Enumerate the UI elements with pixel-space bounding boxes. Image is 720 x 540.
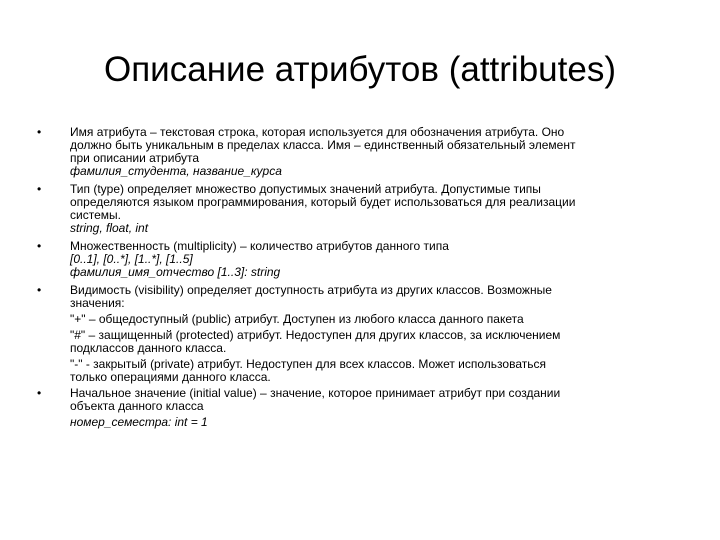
bullet-text-line: системы. — [70, 208, 121, 222]
bullet-text-line: Видимость (visibility) определяет доступность атрибута из других классов. Возможные — [70, 283, 552, 297]
bullet-attribute-type — [0, 183, 720, 235]
slide-body — [0, 126, 720, 429]
bullet-text-line: Начальное значение (initial value) – значение, которое принимает атрибут при создании — [70, 386, 561, 400]
bullet-text-line: "-" - закрытый (private) атрибут. Недоступен для всех классов. Может использоваться — [70, 357, 546, 371]
bullet-text-line: подклассов данного класса. — [70, 341, 227, 355]
bullet-dot: • — [37, 239, 42, 253]
bullet-attribute-multiplicity — [0, 240, 720, 279]
slide-title: Описание атрибутов (attributes) — [104, 50, 616, 89]
bullet-text-line: "#" – защищенный (protected) атрибут. Недоступен для других классов, за исключением — [70, 328, 561, 342]
bullet-text-line: Множественность (multiplicity) – количество атрибутов данного типа — [70, 239, 449, 253]
bullet-example: string, float, int — [70, 221, 149, 235]
bullet-attribute-initial-value — [0, 387, 720, 429]
bullet-text-line: при описании атрибута — [70, 151, 200, 165]
bullet-text-line: определяются языком программирования, который будет использоваться для реализации — [70, 195, 576, 209]
bullet-text-line: "+" – общедоступный (public) атрибут. Доступен из любого класса данного пакета — [70, 312, 524, 326]
bullet-dot: • — [37, 125, 42, 139]
bullet-text-line: только операциями данного класса. — [70, 370, 271, 384]
bullet-dot: • — [37, 386, 42, 400]
bullet-example: фамилия_имя_отчество [1..3]: string — [70, 265, 281, 279]
bullet-text-line: объекта данного класса — [70, 399, 204, 413]
bullet-example: [0..1], [0..*], [1..*], [1..5] — [70, 252, 193, 266]
bullet-text-line: Имя атрибута – текстовая строка, которая используется для обозначения атрибута. Оно — [70, 125, 565, 139]
bullet-text-line: должно быть уникальным в пределах класса. Имя – единственный обязательный элемент — [70, 138, 576, 152]
bullet-dot: • — [37, 283, 42, 297]
bullet-example: фамилия_студента, название_курса — [70, 164, 282, 178]
bullet-text-line: значения: — [70, 296, 125, 310]
bullet-text-line: Тип (type) определяет множество допустимых значений атрибута. Допустимые типы — [70, 182, 541, 196]
bullet-dot: • — [37, 182, 42, 196]
bullet-attribute-visibility — [0, 284, 720, 384]
bullet-attribute-name — [0, 126, 720, 178]
bullet-example: номер_семестра: int = 1 — [70, 415, 208, 429]
